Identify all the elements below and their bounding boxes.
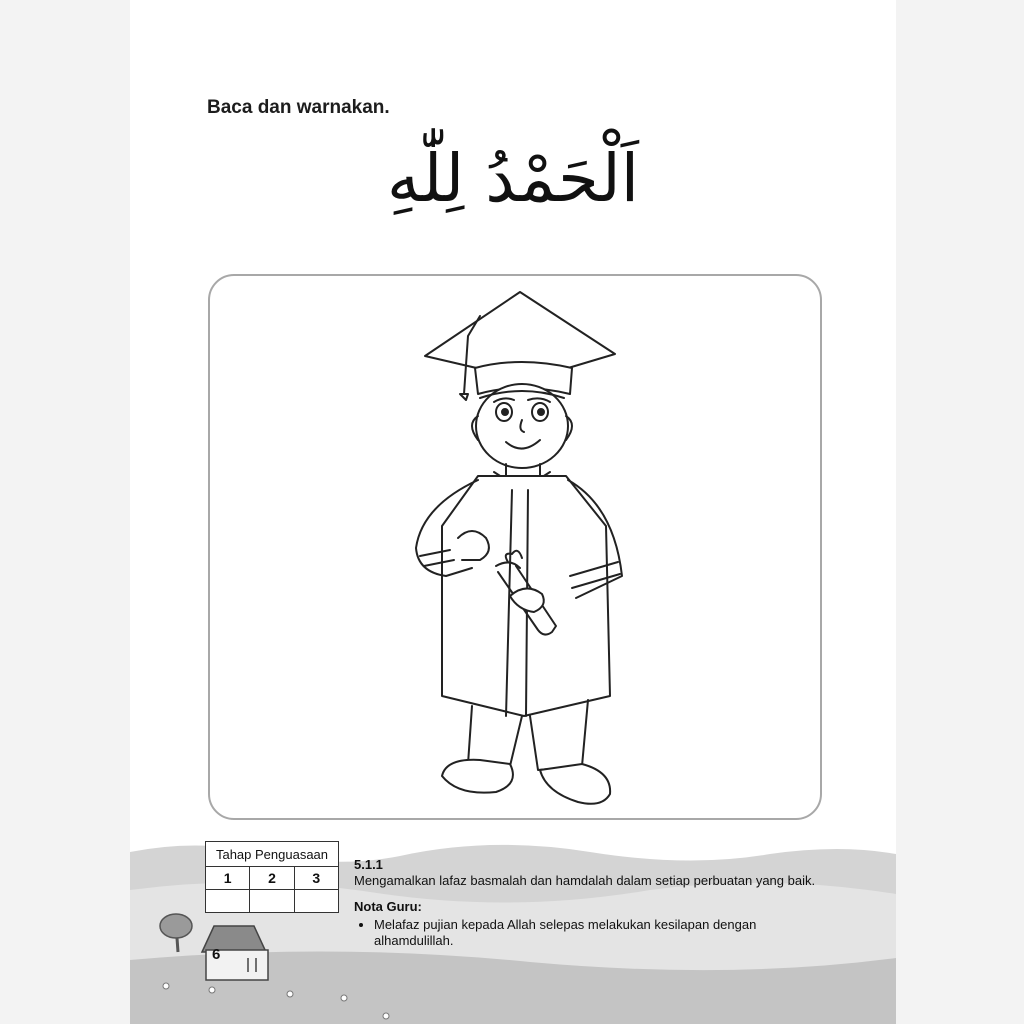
arabic-phrase: اَلْحَمْدُ لِلّٰهِ xyxy=(386,140,640,217)
mastery-level-2: 2 xyxy=(250,867,294,890)
mastery-check-1[interactable] xyxy=(206,890,250,913)
mastery-level-table xyxy=(205,841,339,913)
mastery-check-3[interactable] xyxy=(294,890,338,913)
instruction-text: Baca dan warnakan. xyxy=(207,97,390,118)
page-number: 6 xyxy=(212,946,221,963)
teacher-note-heading: Nota Guru: xyxy=(354,899,422,914)
teacher-note-list xyxy=(354,917,824,949)
coloring-frame xyxy=(208,274,822,820)
mastery-level-3: 3 xyxy=(294,867,338,890)
learning-objective xyxy=(354,857,824,949)
mastery-title: Tahap Penguasaan xyxy=(206,842,339,867)
mastery-level-1: 1 xyxy=(206,867,250,890)
objective-text: Mengamalkan lafaz basmalah dan hamdalah dalam setiap perbuatan yang baik. xyxy=(354,873,816,888)
worksheet-page xyxy=(130,0,896,1024)
objective-code: 5.1.1 xyxy=(354,857,383,872)
teacher-note-item: • Melafaz pujian kepada Allah selepas melakukan kesilapan dengan alhamdulillah. xyxy=(374,917,824,949)
graduate-boy-illustration xyxy=(210,276,820,818)
mastery-check-2[interactable] xyxy=(250,890,294,913)
